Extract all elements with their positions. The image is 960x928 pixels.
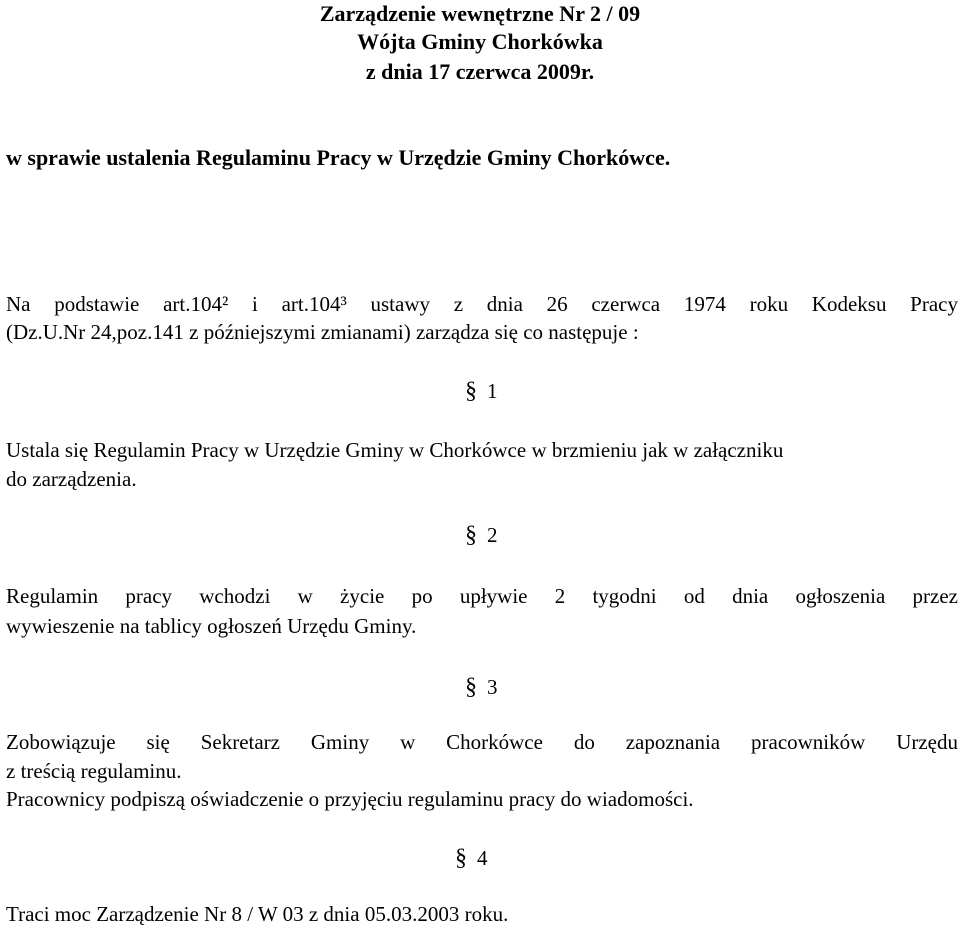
section-number: 4 [477,846,488,870]
section-symbol: § [465,378,477,404]
document-subject: w sprawie ustalenia Regulaminu Pracy w Urzędzie Gminy Chorkówce. [6,145,671,170]
document-date: z dnia 17 czerwca 2009r. [365,59,595,84]
section-1-line-1: Ustala się Regulamin Pracy w Urzędzie Gminy w Chorkówce w brzmieniu jak w załączniku [6,438,784,462]
section-3-line-3: Pracownicy podpiszą oświadczenie o przyjęciu regulaminu pracy do wiadomości. [6,787,694,811]
section-number: 3 [487,675,498,699]
section-heading-1 [465,376,498,406]
section-4-line-1: Traci moc Zarządzenie Nr 8 / W 03 z dnia 05.03.2003 roku. [6,902,509,926]
section-symbol: § [465,522,477,548]
section-heading-4 [455,843,488,873]
section-number: 2 [487,523,498,547]
section-3-line-1: Zobowiązuje się Sekretarz Gminy w Chorkówce do zapoznania pracowników Urzędu [6,730,958,754]
section-3-line-2: z treścią regulaminu. [6,759,182,783]
preamble-line-2: (Dz.U.Nr 24,poz.141 z późniejszymi zmianami) zarządza się co następuje : [6,320,639,344]
section-symbol: § [465,674,477,700]
section-heading-3 [465,672,498,702]
section-heading-2 [465,520,498,550]
preamble-line-1: Na podstawie art.104² i art.104³ ustawy z dnia 26 czerwca 1974 roku Kodeksu Pracy [6,292,958,316]
section-number: 1 [487,379,498,403]
section-1-line-2: do zarządzenia. [6,467,137,491]
section-2-line-2: wywieszenie na tablicy ogłoszeń Urzędu Gminy. [6,614,417,638]
section-symbol: § [455,845,467,871]
document-title: Zarządzenie wewnętrzne Nr 2 / 09 [319,1,641,26]
document-issuer: Wójta Gminy Chorkówka [357,29,603,54]
section-2-line-1: Regulamin pracy wchodzi w życie po upływie 2 tygodni od dnia ogłoszenia przez [6,584,958,608]
